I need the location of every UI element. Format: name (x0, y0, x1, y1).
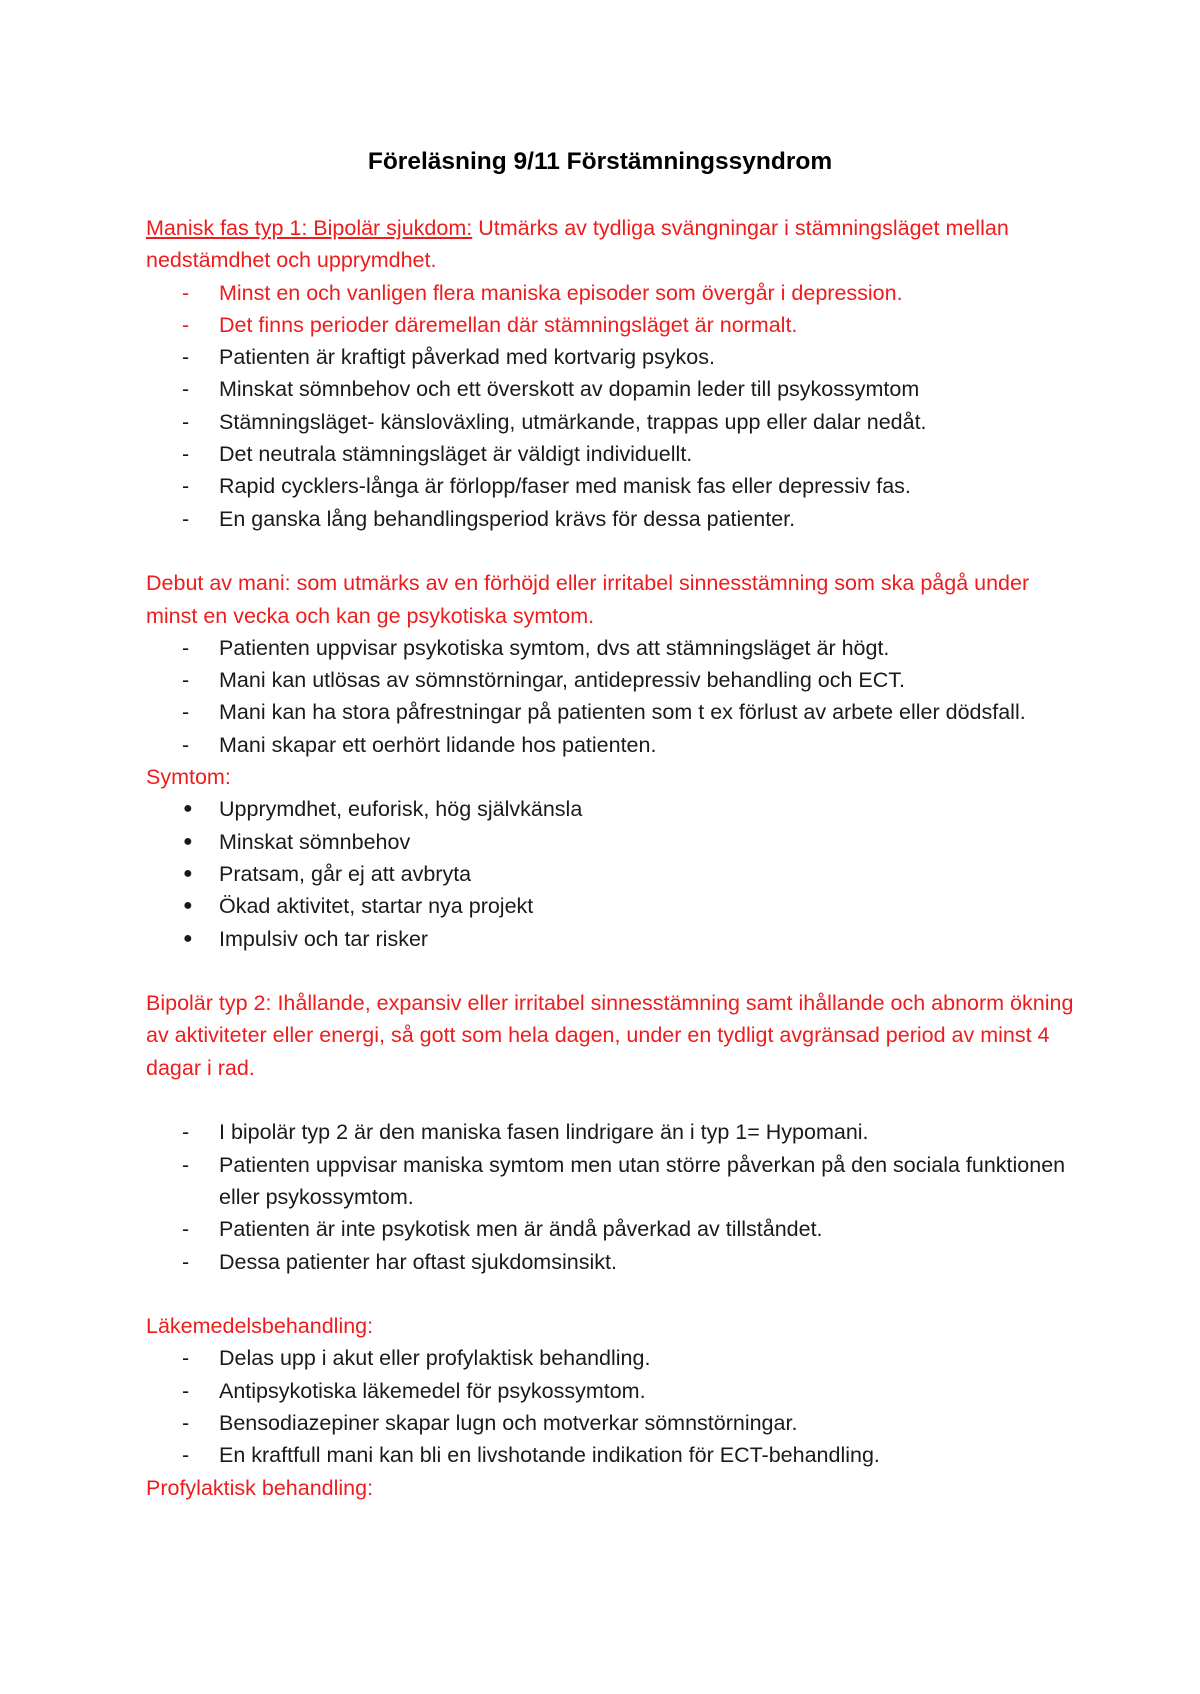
dash-marker: - (182, 312, 190, 337)
dash-marker: - (182, 732, 190, 757)
list-item (146, 1375, 1086, 1407)
spacer (146, 535, 1086, 567)
list-item (146, 664, 1086, 696)
dash-marker: - (182, 1410, 190, 1435)
dash-marker: - (182, 442, 190, 467)
dash-marker: - (182, 474, 190, 499)
list-item-text: Patienten är inte psykotisk men är ändå påverkad av tillståndet. (219, 1217, 823, 1242)
list-item (146, 1246, 1086, 1278)
dash-marker: - (182, 1443, 190, 1468)
list-manisk-fas (146, 277, 1086, 535)
list-item-text: Patienten uppvisar maniska symtom men utan större påverkan på den sociala funktionen eller psykossymtom. (219, 1152, 1066, 1209)
list-item (146, 1407, 1086, 1439)
list-item (146, 729, 1086, 761)
list-bipolar-typ-2 (146, 1116, 1086, 1277)
list-item-text: Impulsiv och tar risker (219, 926, 429, 951)
bullet-icon: ● (183, 897, 193, 915)
section-heading-lakemedelsbehandling: Läkemedelsbehandling: (146, 1314, 374, 1339)
dash-marker: - (182, 409, 190, 434)
list-item-text: Mani kan ha stora påfrestningar på patienten som t ex förlust av arbete eller dödsfall. (219, 700, 1026, 725)
list-item-text: Mani kan utlösas av sömnstörningar, antidepressiv behandling och ECT. (219, 668, 905, 693)
list-item (146, 1439, 1086, 1471)
list-item-text: Dessa patienter har oftast sjukdomsinsikt. (219, 1249, 617, 1274)
list-item-text: Bensodiazepiner skapar lugn och motverkar sömnstörningar. (219, 1410, 798, 1435)
dash-marker: - (182, 668, 190, 693)
list-item (146, 406, 1086, 438)
list-item-text: Minskat sömnbehov och ett överskott av dopamin leder till psykossymtom (219, 377, 920, 402)
list-item (146, 632, 1086, 664)
bullet-icon: ● (183, 929, 193, 947)
dash-marker: - (182, 1346, 190, 1371)
list-item (146, 373, 1086, 405)
list-item (146, 341, 1086, 373)
list-item (146, 438, 1086, 470)
list-item (146, 793, 1086, 825)
dash-marker: - (182, 506, 190, 531)
dash-marker: - (182, 1249, 190, 1274)
bullet-icon: ● (183, 832, 193, 850)
dash-marker: - (182, 1217, 190, 1242)
list-item-text: Delas upp i akut eller profylaktisk behandling. (219, 1346, 651, 1371)
list-item-text: Stämningsläget- känsloväxling, utmärkande, trappas upp eller dalar nedåt. (219, 409, 927, 434)
symtom-label: Symtom: (146, 765, 231, 790)
list-item-text: Rapid cycklers-långa är förlopp/faser med manisk fas eller depressiv fas. (219, 474, 911, 499)
list-item-text: Pratsam, går ej att avbryta (219, 861, 472, 886)
list-item-text: Ökad aktivitet, startar nya projekt (219, 894, 534, 919)
list-item (146, 858, 1086, 890)
document-body (146, 212, 1086, 1504)
section-heading-underlined: Manisk fas typ 1: Bipolär sjukdom: (146, 216, 473, 240)
spacer (146, 1084, 1086, 1116)
list-item (146, 923, 1086, 955)
spacer (146, 955, 1086, 987)
list-item (146, 1342, 1086, 1374)
list-item-text: En kraftfull mani kan bli en livshotande indikation för ECT-behandling. (219, 1443, 880, 1468)
spacer (146, 1278, 1086, 1310)
section-heading-bipolar-typ-2: Bipolär typ 2: Ihållande, expansiv eller irritabel sinnesstämning samt ihållande och abnorm ökning av aktiviteter eller energi, så gott som hela dagen, under en tydligt avgränsad period av minst 4 dagar i rad. (146, 991, 1074, 1080)
dash-marker: - (182, 635, 190, 660)
list-item (146, 277, 1086, 309)
list-item-text: Det finns perioder däremellan där stämningsläget är normalt. (219, 312, 798, 337)
dash-marker: - (182, 1152, 190, 1177)
list-item (146, 1149, 1086, 1214)
list-item-text: Patienten är kraftigt påverkad med kortvarig psykos. (219, 345, 715, 370)
list-item-text: En ganska lång behandlingsperiod krävs för dessa patienter. (219, 506, 796, 531)
dash-marker: - (182, 1378, 190, 1403)
dash-marker: - (182, 700, 190, 725)
dash-marker: - (182, 345, 190, 370)
dash-marker: - (182, 377, 190, 402)
bullet-icon: ● (183, 864, 193, 882)
list-symtom (146, 793, 1086, 954)
list-item-text: Patienten uppvisar psykotiska symtom, dvs att stämningsläget är högt. (219, 635, 890, 660)
list-item-text: Upprymdhet, euforisk, hög självkänsla (219, 797, 583, 822)
list-debut-av-mani (146, 632, 1086, 761)
dash-marker: - (182, 280, 190, 305)
list-item (146, 890, 1086, 922)
list-item-text: Minst en och vanligen flera maniska episoder som övergår i depression. (219, 280, 903, 305)
dash-marker: - (182, 1120, 190, 1145)
bullet-icon: ● (183, 800, 193, 818)
list-item-text: I bipolär typ 2 är den maniska fasen lindrigare än i typ 1= Hypomani. (219, 1120, 869, 1145)
list-item (146, 309, 1086, 341)
page-title: Föreläsning 9/11 Förstämningssyndrom (367, 148, 833, 175)
section-heading-profylaktisk-behandling: Profylaktisk behandling: (146, 1475, 374, 1500)
section-heading-text: Utmärks av tydliga svängningar i stämningsläget mellan nedstämdhet och upprymdhet. (146, 216, 1009, 273)
list-item-text: Antipsykotiska läkemedel för psykossymtom. (219, 1378, 646, 1403)
list-lakemedelsbehandling (146, 1342, 1086, 1471)
section-heading-manisk-fas (146, 212, 1086, 277)
list-item-text: Mani skapar ett oerhört lidande hos patienten. (219, 732, 657, 757)
section-heading-debut-av-mani: Debut av mani: som utmärks av en förhöjd eller irritabel sinnesstämning som ska pågå under minst en vecka och kan ge psykotiska symtom. (146, 571, 1030, 628)
list-item (146, 470, 1086, 502)
list-item-text: Minskat sömnbehov (219, 829, 411, 854)
list-item (146, 826, 1086, 858)
list-item (146, 1116, 1086, 1148)
list-item (146, 1213, 1086, 1245)
list-item (146, 696, 1086, 728)
list-item-text: Det neutrala stämningsläget är väldigt individuellt. (219, 442, 693, 467)
list-item (146, 503, 1086, 535)
